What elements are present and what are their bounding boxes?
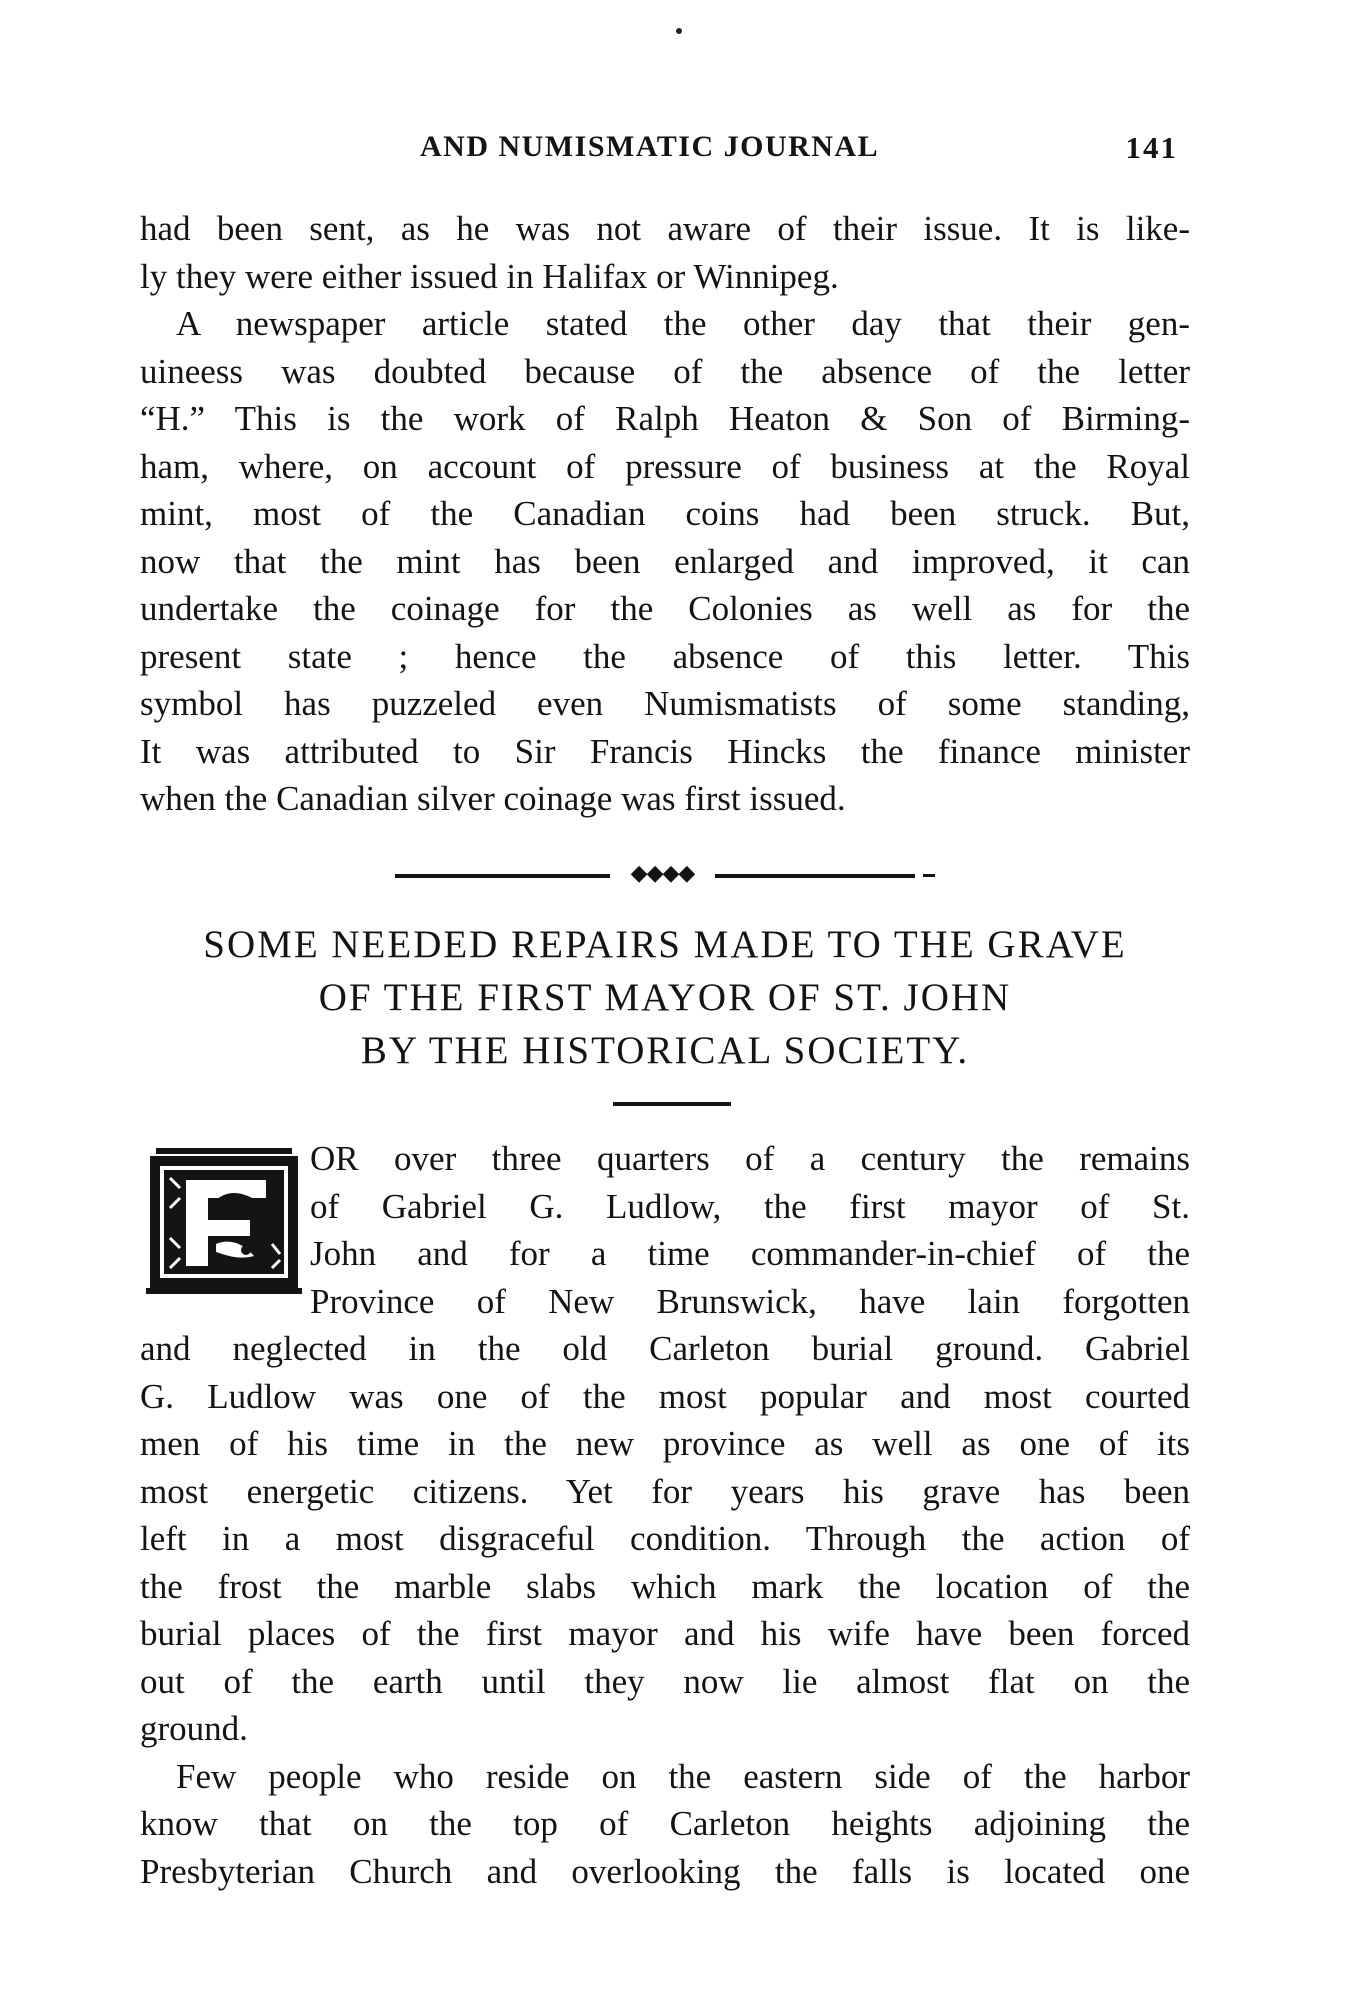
text-line: most energetic citizens. Yet for years his grave has been: [140, 1471, 1190, 1511]
text-line: mint, most of the Canadian coins had been struck. But,: [140, 494, 1190, 533]
text-line: ground.: [140, 1709, 248, 1748]
text-line: It was attributed to Sir Francis Hincks the finance minister: [140, 731, 1190, 771]
running-title: AND NUMISMATIC JOURNAL: [420, 130, 880, 163]
article-paragraph: [140, 1135, 1190, 1895]
text-line: present state ; hence the absence of this letter. This: [140, 636, 1190, 676]
ornament-rule-left: [395, 874, 610, 878]
text-line: men of his time in the new province as well as one of its: [140, 1424, 1190, 1463]
text-line: OR over three quarters of a century the remains: [310, 1139, 1190, 1178]
ornament-diamonds: ◆◆◆◆: [630, 860, 695, 885]
text-line: undertake the coinage for the Colonies as well as for the: [140, 589, 1190, 628]
text-line: out of the earth until they now lie almost flat on the: [140, 1661, 1190, 1701]
text-line: and neglected in the old Carleton burial ground. Gabriel: [140, 1329, 1190, 1368]
text-line: uineess was doubted because of the absence of the letter: [140, 351, 1190, 391]
article-title-line: SOME NEEDED REPAIRS MADE TO THE GRAVE: [203, 923, 1127, 966]
running-head: [140, 130, 1190, 170]
text-line: A newspaper article stated the other day that their gen-: [176, 304, 1190, 343]
text-line: symbol has puzzeled even Numismatists of some standing,: [140, 684, 1190, 723]
ornament-rule-right: [715, 874, 915, 878]
section-ornament: [395, 860, 935, 886]
text-line: left in a most disgraceful condition. Through the action of: [140, 1519, 1190, 1558]
article-title-line: BY THE HISTORICAL SOCIETY.: [360, 1029, 970, 1072]
ornament-rule-tail: [923, 874, 935, 877]
article-title: [130, 918, 1200, 1077]
title-underline-rule: [613, 1102, 731, 1106]
text-line: G. Ludlow was one of the most popular and most courted: [140, 1376, 1190, 1416]
text-line: John and for a time commander-in-chief of the: [310, 1234, 1190, 1273]
text-line: “H.” This is the work of Ralph Heaton & Son of Birming-: [140, 399, 1190, 438]
text-line: now that the mint has been enlarged and improved, it can: [140, 541, 1190, 581]
text-line: had been sent, as he was not aware of their issue. It is like-: [140, 209, 1190, 248]
text-line: ham, where, on account of pressure of business at the Royal: [140, 446, 1190, 486]
text-line: of Gabriel G. Ludlow, the first mayor of St.: [310, 1186, 1190, 1226]
text-line: ly they were either issued in Halifax or Winnipeg.: [140, 256, 839, 296]
page-speck: [676, 28, 682, 34]
text-line: Few people who reside on the eastern side of the harbor: [176, 1756, 1190, 1796]
page-number: 141: [1125, 130, 1178, 165]
text-line: burial places of the first mayor and his wife have been forced: [140, 1614, 1190, 1653]
text-line: know that on the top of Carleton heights adjoining the: [140, 1804, 1190, 1843]
continued-paragraph: [140, 205, 1190, 823]
text-line: Province of New Brunswick, have lain forgotten: [310, 1281, 1190, 1321]
article-title-line: OF THE FIRST MAYOR OF ST. JOHN: [318, 976, 1012, 1019]
text-line: Presbyterian Church and overlooking the falls is located one: [140, 1851, 1190, 1891]
text-line: the frost the marble slabs which mark the location of the: [140, 1566, 1190, 1606]
text-line: when the Canadian silver coinage was first issued.: [140, 779, 846, 818]
